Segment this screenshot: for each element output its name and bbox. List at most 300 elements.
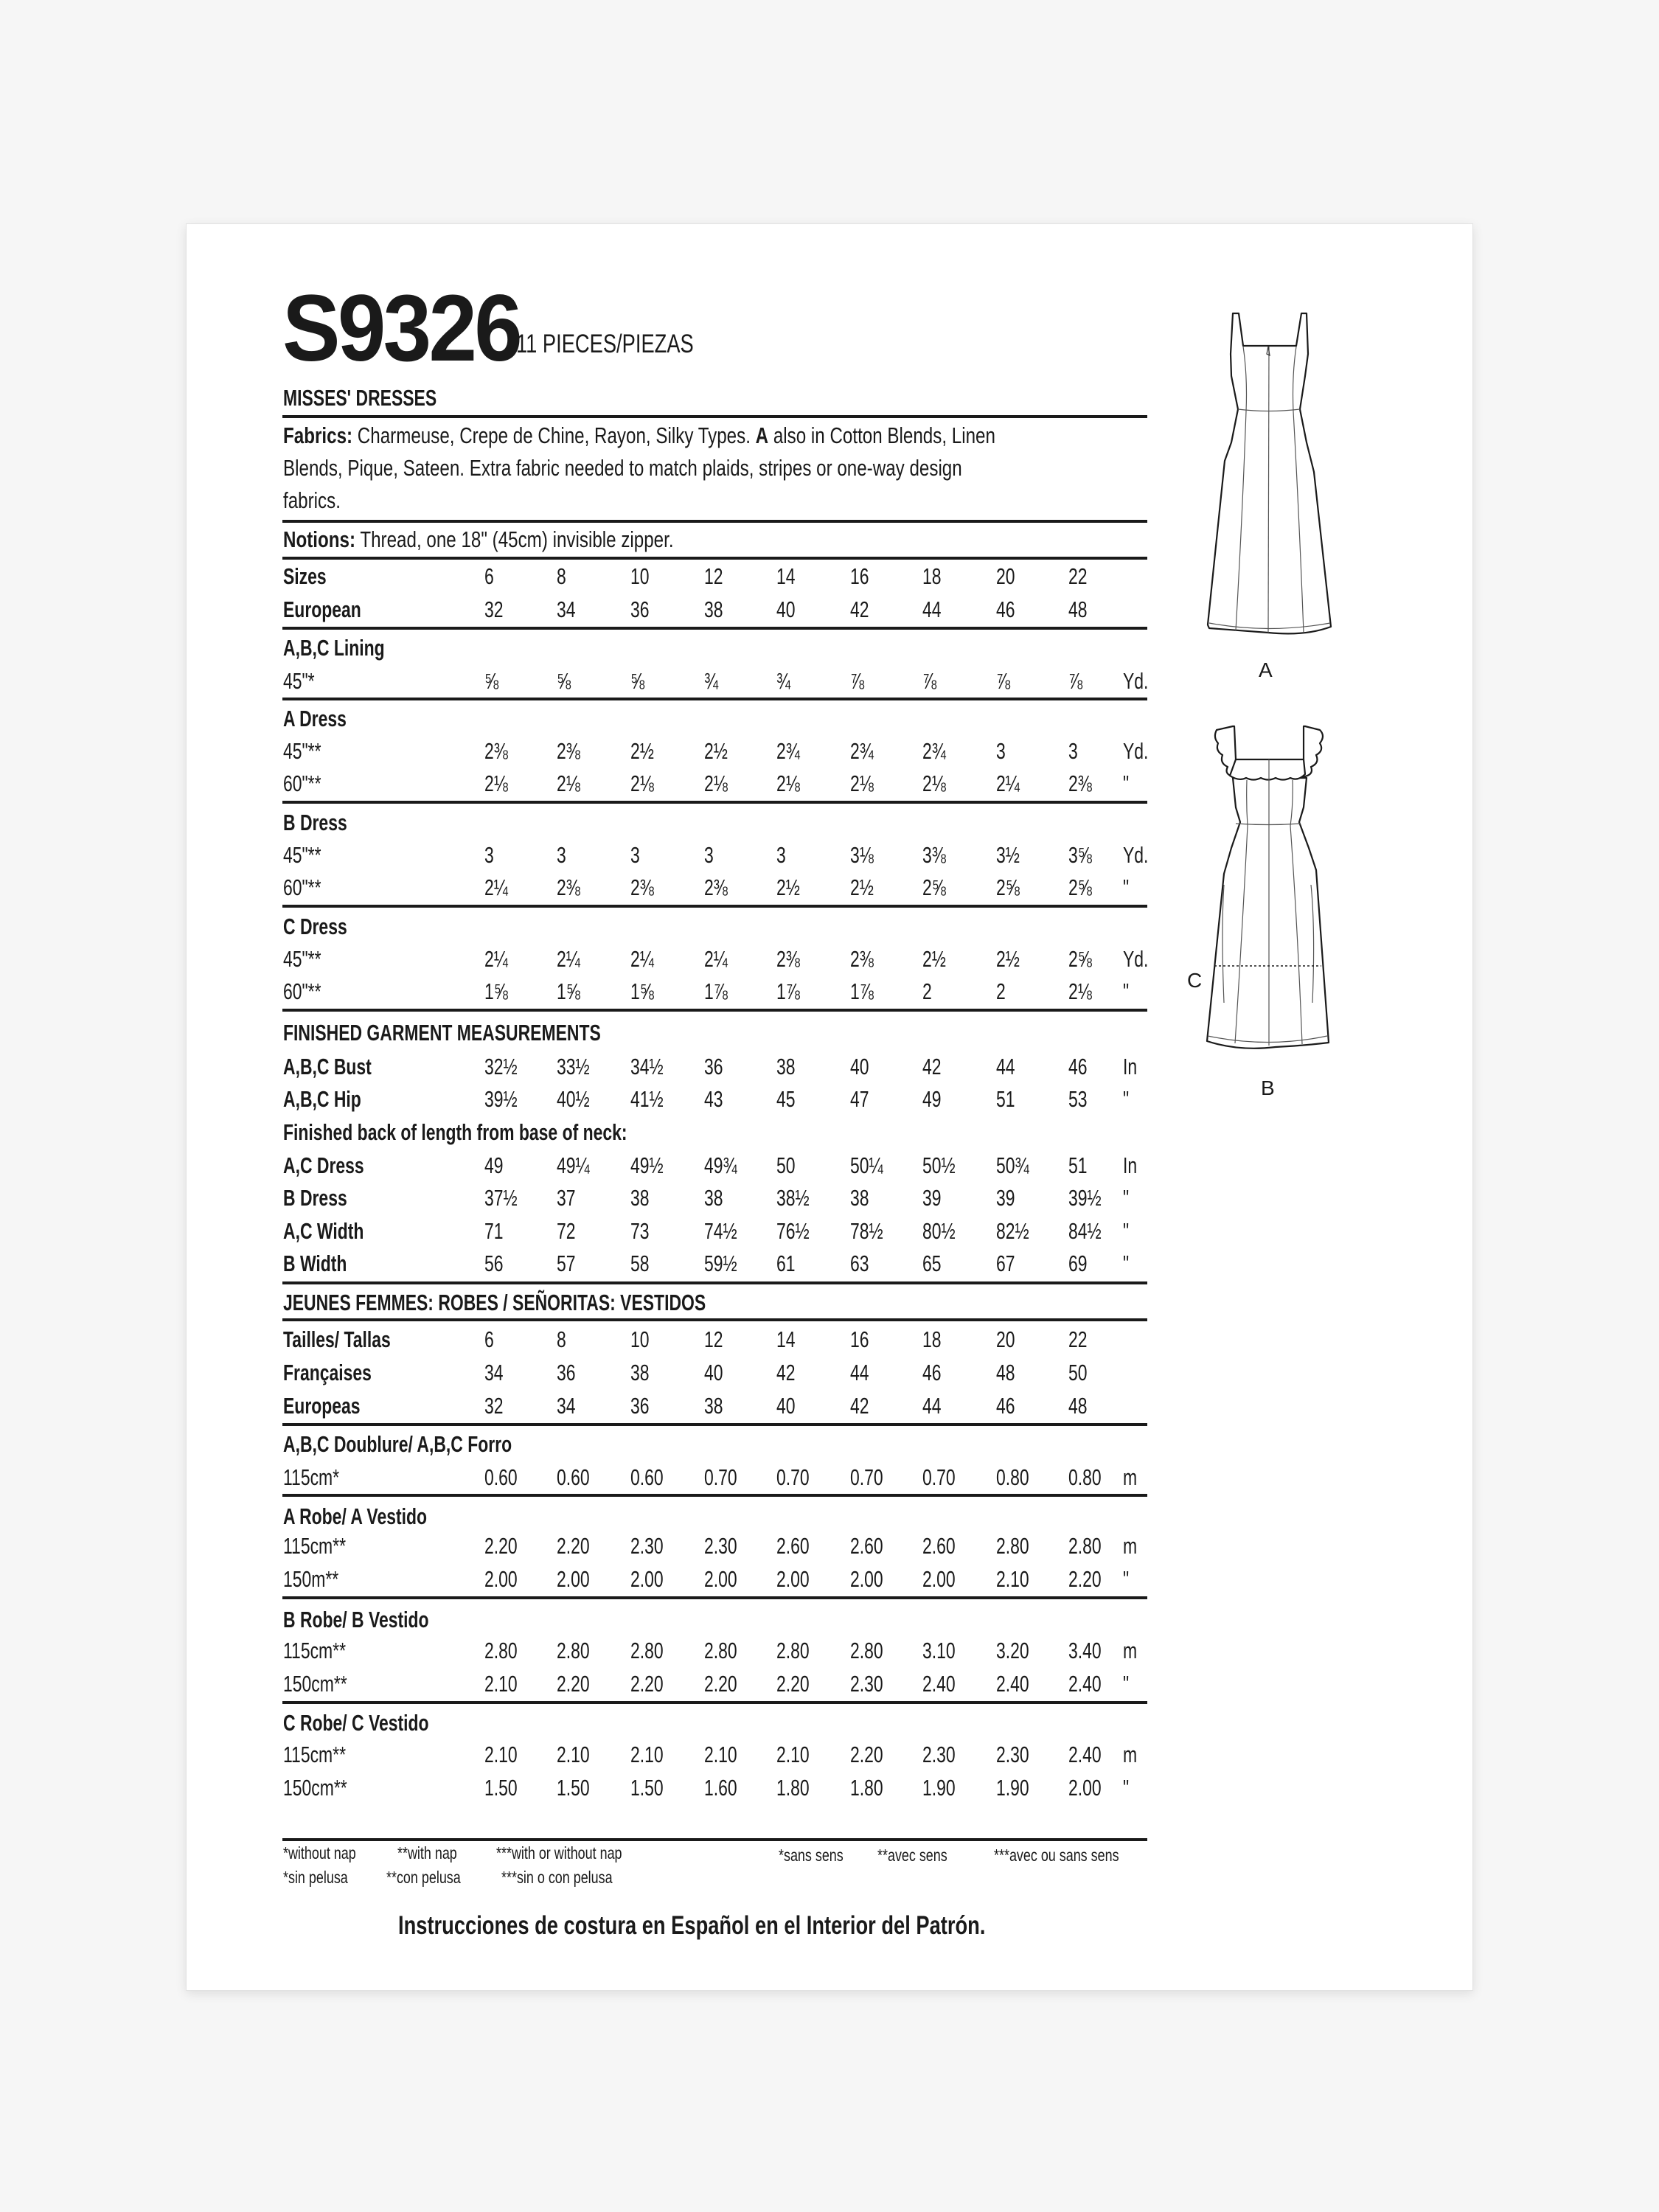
table-cell: 61 <box>776 1251 796 1276</box>
table-cell: ⅝ <box>630 668 645 694</box>
table-cell: 40 <box>704 1360 723 1385</box>
table-cell: 12 <box>704 1326 723 1352</box>
section-title: A,B,C Lining <box>283 635 385 661</box>
pieces-count: 11 PIECES/PIEZAS <box>516 330 694 358</box>
table-row <box>0 1671 1659 1700</box>
table-cell: 2¼ <box>630 946 654 972</box>
table-cell: 65 <box>922 1251 942 1276</box>
table-cell: 50 <box>1068 1360 1088 1385</box>
table-cell: 40 <box>776 597 796 622</box>
table-cell: 2¼ <box>704 946 728 972</box>
row-label: B Width <box>283 1251 347 1276</box>
table-cell: 3 <box>1068 738 1078 764</box>
divider <box>282 1009 1147 1012</box>
table-cell: 3½ <box>996 842 1020 868</box>
row-label: Françaises <box>283 1360 372 1385</box>
table-cell: 2.20 <box>630 1671 664 1697</box>
table-cell: 38 <box>630 1360 650 1385</box>
row-label: 115cm** <box>283 1533 347 1559</box>
table-cell: 84½ <box>1068 1218 1102 1244</box>
table-cell: 2.20 <box>850 1742 883 1767</box>
dress-b-outline <box>1207 778 1329 1048</box>
unit-cell: Yd. <box>1123 668 1149 694</box>
table-cell: 56 <box>484 1251 504 1276</box>
table-cell: 46 <box>922 1360 942 1385</box>
row-label: 45"* <box>283 668 315 694</box>
table-cell: 34 <box>557 1393 576 1419</box>
table-cell: 3.10 <box>922 1638 956 1663</box>
table-cell: 40 <box>776 1393 796 1419</box>
row-label: 60"** <box>283 771 321 796</box>
unit-cell: " <box>1123 874 1130 900</box>
table-cell: 2.80 <box>1068 1533 1102 1559</box>
table-row <box>0 1464 1659 1494</box>
table-row <box>0 1638 1659 1667</box>
unit-cell: m <box>1123 1742 1138 1767</box>
table-cell: 38 <box>704 597 723 622</box>
table-cell: 2.00 <box>850 1566 883 1592</box>
table-cell: 36 <box>704 1054 723 1079</box>
row-label: A,B,C Bust <box>283 1054 372 1079</box>
table-cell: 50½ <box>922 1152 956 1178</box>
footnote: **avec sens <box>877 1846 947 1865</box>
footnote: **with nap <box>397 1843 457 1863</box>
table-cell: 42 <box>922 1054 942 1079</box>
table-cell: 1.80 <box>776 1775 810 1801</box>
unit-cell: " <box>1123 1185 1130 1211</box>
table-cell: 2.80 <box>484 1638 518 1663</box>
table-cell: 2⅛ <box>922 771 946 796</box>
table-cell: 10 <box>630 563 650 589</box>
table-cell: 1⅞ <box>704 978 728 1004</box>
table-cell: 2.00 <box>630 1566 664 1592</box>
table-row <box>0 1086 1659 1116</box>
table-row <box>0 1326 1659 1356</box>
table-cell: 0.70 <box>922 1464 956 1490</box>
table-cell: 2¼ <box>996 771 1020 796</box>
table-row <box>0 946 1659 975</box>
table-row <box>0 1533 1659 1562</box>
table-cell: 2.40 <box>1068 1671 1102 1697</box>
table-cell: ⅝ <box>557 668 571 694</box>
table-cell: 1.90 <box>922 1775 956 1801</box>
table-cell: 18 <box>922 1326 942 1352</box>
table-cell: 3 <box>484 842 494 868</box>
table-cell: 39½ <box>1068 1185 1102 1211</box>
table-cell: 0.70 <box>850 1464 883 1490</box>
table-cell: 3 <box>776 842 786 868</box>
table-cell: 2½ <box>704 738 728 764</box>
table-cell: 32½ <box>484 1054 518 1079</box>
footnote: **con pelusa <box>386 1868 461 1887</box>
table-cell: 37½ <box>484 1185 518 1211</box>
table-cell: 36 <box>630 597 650 622</box>
footnote: *sans sens <box>779 1846 844 1865</box>
table-cell: 2.00 <box>704 1566 737 1592</box>
table-cell: 22 <box>1068 1326 1088 1352</box>
table-cell: 0.70 <box>704 1464 737 1490</box>
table-row <box>0 1152 1659 1182</box>
table-cell: 2.00 <box>484 1566 518 1592</box>
table-cell: 42 <box>776 1360 796 1385</box>
row-label: B Dress <box>283 1185 347 1211</box>
table-cell: 2.00 <box>922 1566 956 1592</box>
footnote: *without nap <box>283 1843 356 1863</box>
row-label: Tailles/ Tallas <box>283 1326 391 1352</box>
table-cell: 2¼ <box>557 946 580 972</box>
table-cell: 2.30 <box>704 1533 737 1559</box>
table-cell: 2⅜ <box>850 946 874 972</box>
table-cell: 2.10 <box>557 1742 590 1767</box>
unit-cell: " <box>1123 1671 1130 1697</box>
table-cell: 20 <box>996 1326 1015 1352</box>
table-cell: 2.20 <box>704 1671 737 1697</box>
fabrics-text: also in Cotton Blends, Linen <box>773 422 995 448</box>
table-cell: 3 <box>996 738 1006 764</box>
table-cell: 14 <box>776 1326 796 1352</box>
table-cell: 3⅛ <box>850 842 874 868</box>
table-row <box>0 738 1659 768</box>
table-cell: 42 <box>850 1393 869 1419</box>
table-cell: 39½ <box>484 1086 518 1112</box>
divider <box>282 415 1147 418</box>
table-cell: 46 <box>1068 1054 1088 1079</box>
table-cell: 58 <box>630 1251 650 1276</box>
table-cell: 2½ <box>630 738 654 764</box>
row-label: Europeas <box>283 1393 361 1419</box>
table-cell: 67 <box>996 1251 1015 1276</box>
table-cell: 0.60 <box>557 1464 590 1490</box>
table-cell: 1.50 <box>557 1775 590 1801</box>
divider <box>282 520 1147 523</box>
section-title: Finished back of length from base of neck: <box>283 1119 627 1145</box>
table-cell: 1.90 <box>996 1775 1029 1801</box>
unit-cell: " <box>1123 1086 1130 1112</box>
table-cell: 2⅜ <box>1068 771 1092 796</box>
table-row <box>0 874 1659 904</box>
table-cell: 1⅞ <box>776 978 800 1004</box>
notions-line <box>283 526 674 553</box>
fabrics-label: Fabrics: <box>283 422 353 448</box>
section-title: B Robe/ B Vestido <box>283 1607 429 1632</box>
table-cell: 3 <box>630 842 640 868</box>
table-row <box>0 1393 1659 1422</box>
row-label: 45"** <box>283 738 321 764</box>
table-cell: 38 <box>776 1054 796 1079</box>
table-cell: 38½ <box>776 1185 810 1211</box>
table-cell: 34 <box>484 1360 504 1385</box>
table-cell: 2.60 <box>922 1533 956 1559</box>
table-cell: 12 <box>704 563 723 589</box>
table-cell: 49½ <box>630 1152 664 1178</box>
table-cell: 2.30 <box>850 1671 883 1697</box>
table-cell: 2⅛ <box>557 771 580 796</box>
table-cell: 2.10 <box>776 1742 810 1767</box>
table-cell: 2.80 <box>776 1638 810 1663</box>
table-cell: 71 <box>484 1218 504 1244</box>
table-row <box>0 1566 1659 1596</box>
table-cell: 78½ <box>850 1218 883 1244</box>
fabrics-text: Charmeuse, Crepe de Chine, Rayon, Silky Types. <box>357 422 751 448</box>
table-cell: 43 <box>704 1086 723 1112</box>
table-cell: 2⅛ <box>1068 978 1092 1004</box>
row-label: 150m** <box>283 1566 339 1592</box>
table-cell: 2⅛ <box>484 771 508 796</box>
table-cell: 2½ <box>922 946 946 972</box>
table-cell: 44 <box>922 1393 942 1419</box>
footnote: *sin pelusa <box>283 1868 348 1887</box>
table-cell: 2¾ <box>776 738 800 764</box>
divider <box>282 557 1147 560</box>
row-label: A,C Dress <box>283 1152 364 1178</box>
table-cell: 2½ <box>776 874 800 900</box>
table-cell: ⅞ <box>922 668 937 694</box>
table-cell: 50 <box>776 1152 796 1178</box>
unit-cell: Yd. <box>1123 738 1149 764</box>
table-cell: 51 <box>1068 1152 1088 1178</box>
table-cell: ¾ <box>776 668 791 694</box>
table-cell: 38 <box>704 1393 723 1419</box>
table-cell: 50¼ <box>850 1152 883 1178</box>
table-cell: 2⅛ <box>776 771 800 796</box>
table-cell: 3.20 <box>996 1638 1029 1663</box>
row-label: 60"** <box>283 978 321 1004</box>
fabrics-line-3: fabrics. <box>283 487 341 513</box>
table-cell: 2.80 <box>850 1638 883 1663</box>
unit-cell: " <box>1123 1775 1130 1801</box>
table-cell: 2.00 <box>1068 1775 1102 1801</box>
ruffle-neckline <box>1230 759 1305 780</box>
table-row <box>0 1251 1659 1280</box>
section-title: JEUNES FEMMES: ROBES / SEÑORITAS: VESTIDOS <box>283 1290 706 1315</box>
table-cell: 33½ <box>557 1054 590 1079</box>
table-cell: 46 <box>996 1393 1015 1419</box>
table-cell: 2¼ <box>484 874 508 900</box>
table-cell: 72 <box>557 1218 576 1244</box>
table-cell: 39 <box>996 1185 1015 1211</box>
table-cell: 41½ <box>630 1086 664 1112</box>
table-cell: 1.60 <box>704 1775 737 1801</box>
footnote: ***sin o con pelusa <box>501 1868 613 1887</box>
table-cell: 2¾ <box>922 738 946 764</box>
table-cell: 22 <box>1068 563 1088 589</box>
section-title: FINISHED GARMENT MEASUREMENTS <box>283 1020 601 1046</box>
table-cell: 3 <box>557 842 566 868</box>
table-cell: 1⅝ <box>630 978 654 1004</box>
unit-cell: " <box>1123 1218 1130 1244</box>
section-title: C Dress <box>283 914 347 939</box>
table-cell: 1.50 <box>484 1775 518 1801</box>
table-cell: 1⅝ <box>484 978 508 1004</box>
unit-cell: Yd. <box>1123 946 1149 972</box>
dress-view-b-illustration <box>1172 708 1364 1062</box>
table-cell: 2⅛ <box>704 771 728 796</box>
table-cell: 2¾ <box>850 738 874 764</box>
footnote: ***avec ou sans sens <box>994 1846 1119 1865</box>
table-cell: 16 <box>850 1326 869 1352</box>
section-title: B Dress <box>283 810 347 835</box>
table-cell: 20 <box>996 563 1015 589</box>
table-cell: 49¾ <box>704 1152 737 1178</box>
table-cell: 0.60 <box>484 1464 518 1490</box>
table-cell: 42 <box>850 597 869 622</box>
divider <box>282 1494 1147 1497</box>
view-c-label: C <box>1187 969 1203 992</box>
row-label: A,B,C Hip <box>283 1086 361 1112</box>
table-cell: 38 <box>850 1185 869 1211</box>
table-cell: 49¼ <box>557 1152 590 1178</box>
divider <box>282 627 1147 630</box>
table-row <box>0 1775 1659 1804</box>
table-cell: 2⅜ <box>704 874 728 900</box>
table-cell: 82½ <box>996 1218 1029 1244</box>
table-cell: 37 <box>557 1185 576 1211</box>
table-cell: 69 <box>1068 1251 1088 1276</box>
divider <box>282 1701 1147 1704</box>
row-label: 150cm** <box>283 1775 347 1801</box>
table-cell: 1.80 <box>850 1775 883 1801</box>
table-cell: 2.20 <box>557 1671 590 1697</box>
table-cell: 2 <box>922 978 932 1004</box>
row-label: 60"** <box>283 874 321 900</box>
divider <box>282 1423 1147 1426</box>
table-cell: 0.70 <box>776 1464 810 1490</box>
table-cell: 2.10 <box>630 1742 664 1767</box>
table-cell: 48 <box>1068 597 1088 622</box>
table-cell: 2.40 <box>996 1671 1029 1697</box>
table-cell: 2½ <box>996 946 1020 972</box>
table-cell: 2⅜ <box>630 874 654 900</box>
table-cell: 38 <box>704 1185 723 1211</box>
fabrics-line-2: Blends, Pique, Sateen. Extra fabric needed to match plaids, stripes or one-way design <box>283 455 962 481</box>
category-title: MISSES' DRESSES <box>283 385 437 411</box>
table-row <box>0 771 1659 800</box>
table-cell: 18 <box>922 563 942 589</box>
table-cell: 44 <box>922 597 942 622</box>
table-cell: 2⅛ <box>850 771 874 796</box>
table-cell: 53 <box>1068 1086 1088 1112</box>
unit-cell: " <box>1123 1566 1130 1592</box>
view-a-label: A <box>1259 658 1273 681</box>
unit-cell: " <box>1123 771 1130 796</box>
table-cell: 40½ <box>557 1086 590 1112</box>
table-cell: ⅞ <box>996 668 1011 694</box>
table-cell: 34 <box>557 597 576 622</box>
table-cell: 36 <box>630 1393 650 1419</box>
table-cell: 8 <box>557 1326 566 1352</box>
table-cell: 8 <box>557 563 566 589</box>
table-cell: 80½ <box>922 1218 956 1244</box>
divider <box>282 1281 1147 1284</box>
section-title: C Robe/ C Vestido <box>283 1710 429 1736</box>
table-row <box>0 978 1659 1008</box>
row-label: 115cm** <box>283 1638 347 1663</box>
table-cell: 3⅜ <box>922 842 946 868</box>
table-row <box>0 597 1659 626</box>
table-cell: 45 <box>776 1086 796 1112</box>
unit-cell: " <box>1123 978 1130 1004</box>
table-cell: 48 <box>1068 1393 1088 1419</box>
unit-cell: m <box>1123 1638 1138 1663</box>
table-cell: 6 <box>484 1326 494 1352</box>
table-cell: 0.80 <box>996 1464 1029 1490</box>
table-cell: 47 <box>850 1086 869 1112</box>
table-cell: 32 <box>484 1393 504 1419</box>
table-cell: 2⅝ <box>1068 874 1092 900</box>
table-cell: 1.50 <box>630 1775 664 1801</box>
fabrics-line-1 <box>283 422 995 449</box>
row-label: 150cm** <box>283 1671 347 1697</box>
table-cell: 48 <box>996 1360 1015 1385</box>
table-cell: 2½ <box>850 874 874 900</box>
table-cell: 2.30 <box>996 1742 1029 1767</box>
unit-cell: In <box>1123 1054 1138 1079</box>
table-cell: 2.40 <box>1068 1742 1102 1767</box>
notions-label: Notions: <box>283 526 356 552</box>
table-cell: 10 <box>630 1326 650 1352</box>
table-cell: 46 <box>996 597 1015 622</box>
notions-text: Thread, one 18" (45cm) invisible zipper. <box>360 526 674 552</box>
row-label: A,C Width <box>283 1218 364 1244</box>
row-label: European <box>283 597 361 622</box>
divider <box>282 1318 1147 1321</box>
unit-cell: m <box>1123 1464 1138 1490</box>
table-cell: ⅞ <box>1068 668 1083 694</box>
divider <box>282 698 1147 700</box>
table-cell: 2.60 <box>776 1533 810 1559</box>
table-cell: 2.30 <box>630 1533 664 1559</box>
row-label: 45"** <box>283 842 321 868</box>
table-cell: ⅞ <box>850 668 865 694</box>
table-cell: 3⅝ <box>1068 842 1092 868</box>
table-row <box>0 1218 1659 1248</box>
table-cell: 2⅜ <box>557 874 580 900</box>
divider <box>282 1596 1147 1599</box>
spanish-instructions-note: Instrucciones de costura en Español en el Interior del Patrón. <box>398 1911 986 1940</box>
table-cell: 0.80 <box>1068 1464 1102 1490</box>
table-cell: 63 <box>850 1251 869 1276</box>
table-cell: 2⅝ <box>996 874 1020 900</box>
table-cell: 2.80 <box>704 1638 737 1663</box>
table-cell: 6 <box>484 563 494 589</box>
table-cell: 59½ <box>704 1251 737 1276</box>
table-cell: 2.20 <box>484 1533 518 1559</box>
table-cell: 3.40 <box>1068 1638 1102 1663</box>
table-cell: 57 <box>557 1251 576 1276</box>
section-title: A Robe/ A Vestido <box>283 1503 428 1529</box>
table-cell: 2¼ <box>484 946 508 972</box>
table-cell: 2.10 <box>484 1671 518 1697</box>
table-cell: 2.10 <box>484 1742 518 1767</box>
table-cell: 2.10 <box>996 1566 1029 1592</box>
table-cell: 2.10 <box>704 1742 737 1767</box>
row-label: Sizes <box>283 563 327 589</box>
table-cell: 2.20 <box>776 1671 810 1697</box>
table-row <box>0 1054 1659 1083</box>
table-cell: 3 <box>704 842 714 868</box>
table-cell: 2.80 <box>630 1638 664 1663</box>
table-cell: 2⅜ <box>776 946 800 972</box>
table-cell: 16 <box>850 563 869 589</box>
divider <box>282 801 1147 804</box>
table-cell: 2.80 <box>996 1533 1029 1559</box>
table-cell: 2.40 <box>922 1671 956 1697</box>
table-cell: 32 <box>484 597 504 622</box>
table-cell: 49 <box>484 1152 504 1178</box>
table-row <box>0 1742 1659 1771</box>
table-cell: 2⅝ <box>922 874 946 900</box>
table-cell: 2⅝ <box>1068 946 1092 972</box>
